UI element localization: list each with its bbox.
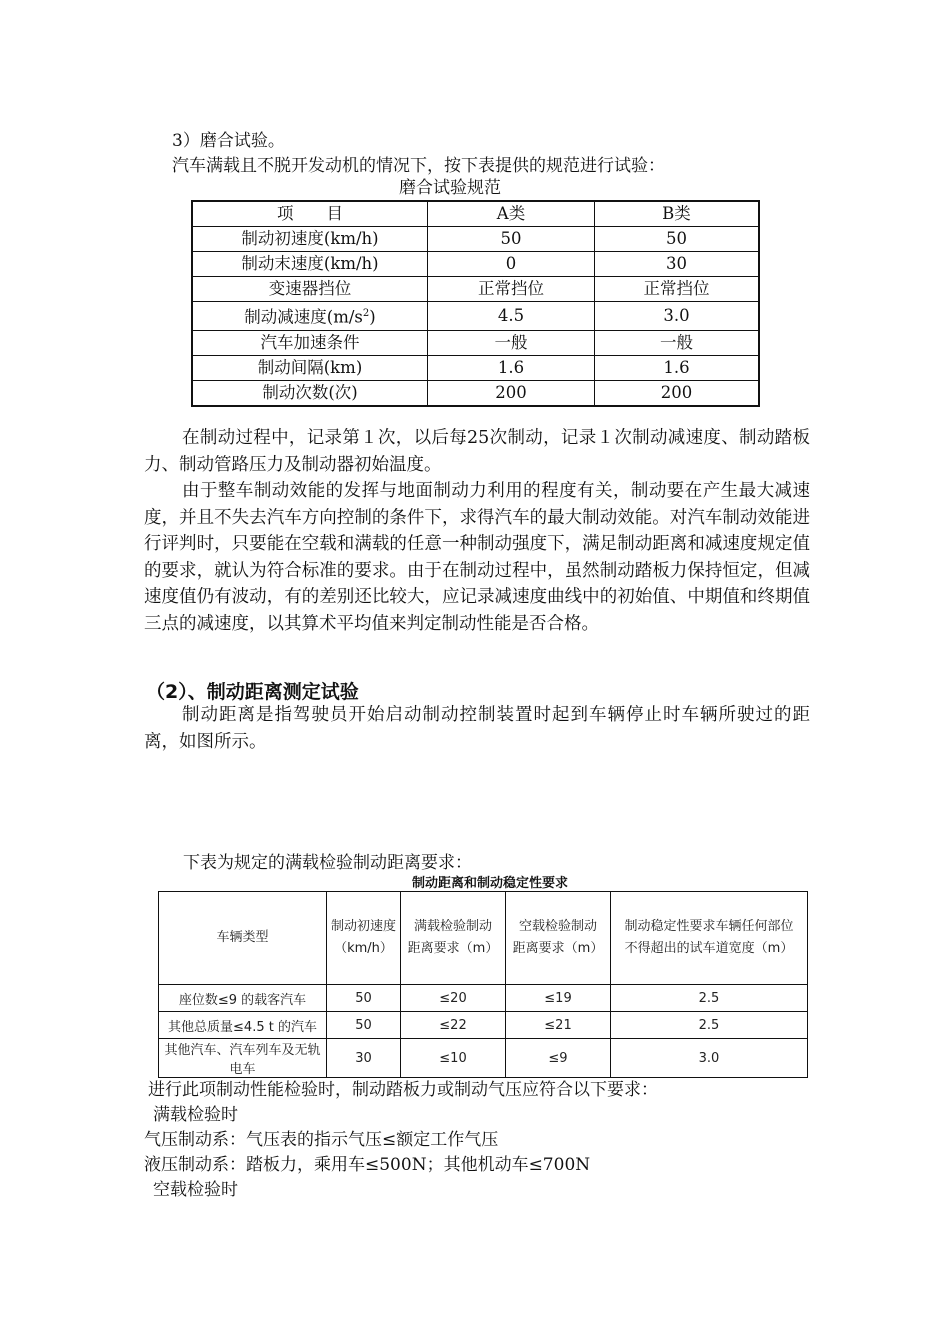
- table-cell: 200: [595, 380, 760, 406]
- table-cell: 30: [595, 252, 760, 277]
- table-header-cell: 车辆类型: [159, 892, 327, 985]
- table-row: [159, 1039, 808, 1078]
- header-line: 制动初速度: [330, 919, 396, 934]
- table-row: [192, 330, 759, 355]
- table-cell: 50: [327, 1012, 401, 1039]
- table-header-cell: [327, 892, 401, 985]
- table-cell: 3.0: [611, 1039, 808, 1078]
- section-heading-breakin: 3）磨合试验。: [172, 131, 285, 151]
- empty-load-label: 空载检验时: [153, 1180, 238, 1200]
- table-header-row: [192, 201, 759, 227]
- table-cell: 其他汽车、汽车列车及无轨电车: [159, 1039, 327, 1078]
- table-cell: ≤10: [401, 1039, 506, 1078]
- table-cell: ≤19: [506, 985, 611, 1012]
- table-header-cell: A类: [428, 201, 595, 227]
- table-row: [192, 302, 759, 331]
- full-load-label: 满载检验时: [153, 1105, 238, 1125]
- table-cell: 正常挡位: [595, 277, 760, 302]
- table-cell: 一般: [428, 330, 595, 355]
- table-row: [159, 1012, 808, 1039]
- intro-line: 汽车满载且不脱开发动机的情况下，按下表提供的规范进行试验：: [172, 156, 665, 176]
- braking-distance-table: [158, 891, 808, 1078]
- paragraph-efficiency: 由于整车制动效能的发挥与地面制动力利用的程度有关，制动要在产生最大减速度，并且不失去汽车方向控制的条件下，求得汽车的最大制动效能。对汽车制动效能进行评判时，只要能在空载和满载的任意一种制动强度下，满足制动距离和减速度规定值的要求，就认为符合标准的要求。由于在制动过程中，虽然制动踏板力保持恒定，但减速度值仍有波动，有的差别还比较大，应记录减速度曲线中的初始值、中期值和终期值三点的减速度，以其算术平均值来判定制动性能是否合格。: [144, 481, 810, 634]
- table-cell: 50: [428, 227, 595, 252]
- table-row: [192, 380, 759, 406]
- paragraph-braking-distance: 制动距离是指驾驶员开始启动制动控制装置时起到车辆停止时车辆所驶过的距离，如图所示。: [144, 705, 810, 752]
- table-cell: 座位数≤9 的载客汽车: [159, 985, 327, 1012]
- table-cell: ≤9: [506, 1039, 611, 1078]
- table-header-row: [159, 892, 808, 985]
- table1-title: 磨合试验规范: [399, 178, 501, 198]
- table-cell: 制动次数(次): [192, 380, 428, 406]
- table-cell: 0: [428, 252, 595, 277]
- table-header-cell: [401, 892, 506, 985]
- table-header-cell: B类: [595, 201, 760, 227]
- table-cell: 正常挡位: [428, 277, 595, 302]
- table-row: [192, 355, 759, 380]
- table-cell: 200: [428, 380, 595, 406]
- table-cell: 2.5: [611, 1012, 808, 1039]
- table-cell: 30: [327, 1039, 401, 1078]
- table-cell: 50: [595, 227, 760, 252]
- table-cell: ≤21: [506, 1012, 611, 1039]
- header-line: 空载检验制动: [518, 919, 597, 934]
- header-line: 不得超出的试车道宽度（m）: [624, 941, 794, 956]
- table-cell: 50: [327, 985, 401, 1012]
- table-cell: 一般: [595, 330, 760, 355]
- table-row: [192, 227, 759, 252]
- header-line: 满载检验制动: [413, 919, 492, 934]
- paragraph-recording: 在制动过程中，记录第１次，以后每25次制动，记录１次制动减速度、制动踏板力、制动管路压力及制动器初始温度。: [144, 428, 810, 475]
- table-cell: 其他总质量≤4.5 t 的汽车: [159, 1012, 327, 1039]
- table-row: [192, 277, 759, 302]
- table-cell: 制动末速度(km/h): [192, 252, 428, 277]
- table-cell: 4.5: [428, 302, 595, 331]
- table-cell: 制动初速度(km/h): [192, 227, 428, 252]
- decel-label: 制动减速度(m/s: [244, 307, 363, 327]
- table-cell: 变速器挡位: [192, 277, 428, 302]
- header-line: 制动稳定性要求车辆任何部位: [624, 919, 794, 934]
- table2-title: 制动距离和制动稳定性要求: [412, 876, 569, 891]
- table-cell: 1.6: [428, 355, 595, 380]
- decel-unit-sup: 2: [362, 308, 370, 319]
- table-cell: 2.5: [611, 985, 808, 1012]
- table-cell: 1.6: [595, 355, 760, 380]
- table-row: [192, 252, 759, 277]
- table2-intro: 下表为规定的满载检验制动距离要求：: [183, 853, 472, 873]
- requirement-line: 进行此项制动性能检验时，制动踏板力或制动气压应符合以下要求：: [148, 1080, 658, 1100]
- table-cell: 制动间隔(km): [192, 355, 428, 380]
- table-row: [159, 985, 808, 1012]
- table-cell: 3.0: [595, 302, 760, 331]
- air-brake-line: 气压制动系：气压表的指示气压≤额定工作气压: [144, 1130, 499, 1150]
- header-line: （km/h）: [334, 941, 393, 956]
- section-heading-braking-distance: （2）、制动距离测定试验: [146, 681, 359, 703]
- table-header-cell: [611, 892, 808, 985]
- breakin-spec-table: [191, 200, 760, 407]
- table-cell: [192, 302, 428, 331]
- table-cell: ≤22: [401, 1012, 506, 1039]
- header-line: 距离要求（m）: [512, 941, 604, 956]
- header-line: 距离要求（m）: [407, 941, 499, 956]
- table-cell: ≤20: [401, 985, 506, 1012]
- table-cell: 汽车加速条件: [192, 330, 428, 355]
- table-header-cell: [506, 892, 611, 985]
- hydraulic-brake-line: 液压制动系：踏板力，乘用车≤500N；其他机动车≤700N: [144, 1155, 591, 1175]
- decel-unit-close: ): [369, 307, 376, 327]
- table-header-cell: 项 目: [192, 201, 428, 227]
